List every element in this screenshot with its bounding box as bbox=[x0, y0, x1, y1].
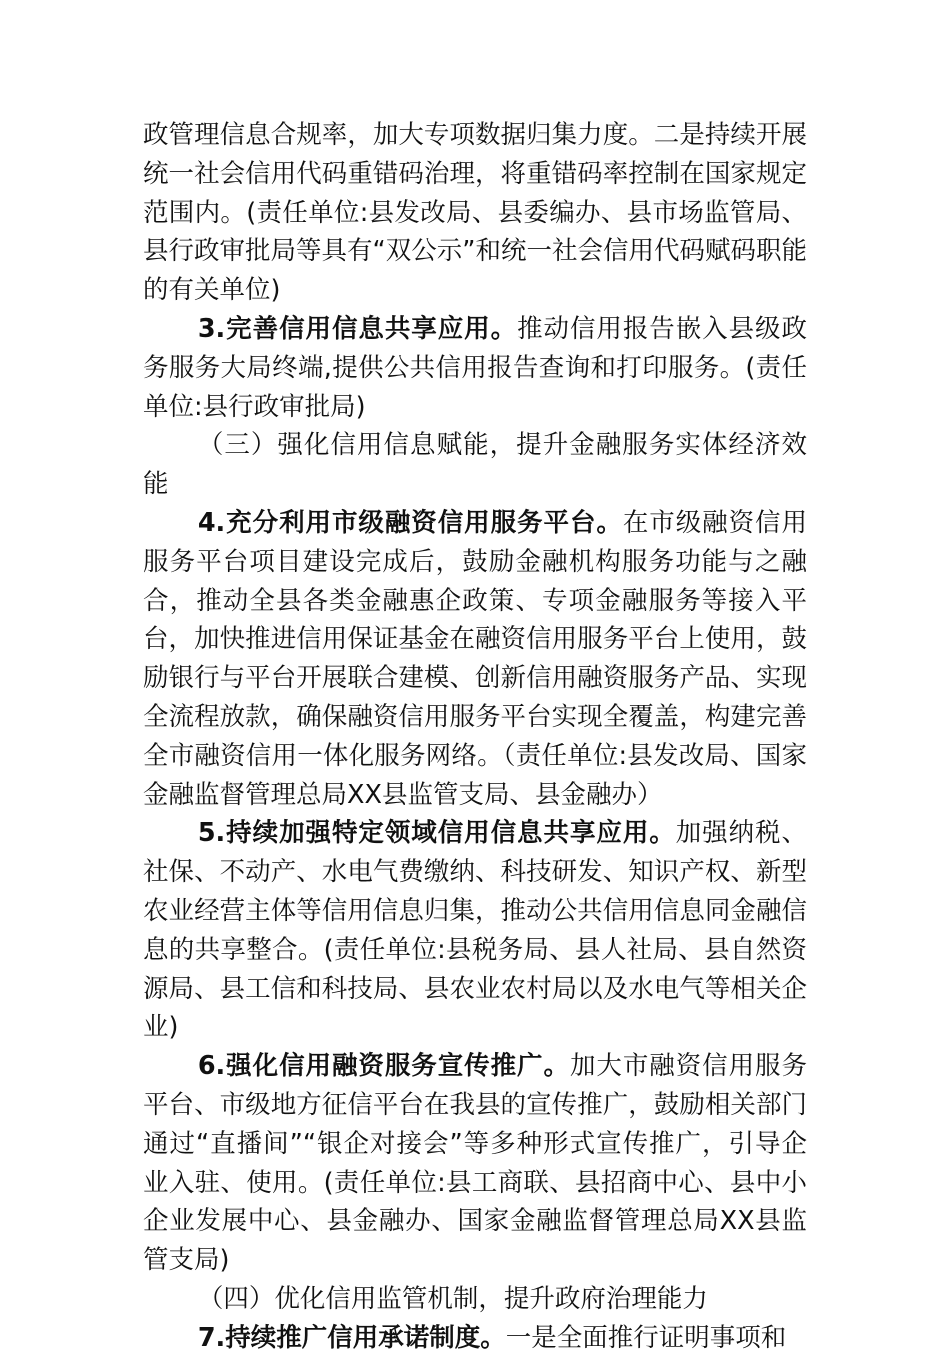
item-5-title: 5.持续加强特定领域信用信息共享应用。 bbox=[197, 818, 676, 849]
item-5-text: 加强纳税、社保、不动产、水电气费缴纳、科技研发、知识产权、新型农业经营主体等信用信息归集，推动公共信用信息同金融信息的共享整合。(责任单位:县税务局、县人社局、县自然资源局、县工信和科技局、县农业农村局以及水电气等相关企业) bbox=[143, 818, 807, 1043]
item-7-text: 一是全面推行证明事项和 bbox=[505, 1322, 787, 1353]
item-3-text: 推动信用报告嵌入县级政务服务大局终端,提供公共信用报告查询和打印服务。(责任单位:县行政审批局) bbox=[143, 313, 807, 422]
section-heading-4-text: （四）优化信用监管机制，提升政府治理能力 bbox=[197, 1283, 708, 1314]
document-body bbox=[143, 116, 807, 1358]
item-3 bbox=[143, 310, 807, 426]
item-6-text: 加大市融资信用服务平台、市级地方征信平台在我县的宣传推广，鼓励相关部门通过“直播间”“银企对接会”等多种形式宣传推广，引导企业入驻、使用。(责任单位:县工商联、县招商中心、县中小企业发展中心、县金融办、国家金融监督管理总局XX县监管支局) bbox=[143, 1051, 807, 1276]
item-4 bbox=[143, 504, 807, 814]
item-7-title: 7.持续推广信用承诺制度。 bbox=[197, 1322, 506, 1353]
item-3-title: 3.完善信用信息共享应用。 bbox=[197, 313, 518, 344]
item-7 bbox=[143, 1319, 807, 1358]
item-6-title: 6.强化信用融资服务宣传推广。 bbox=[197, 1051, 570, 1082]
item-6 bbox=[143, 1047, 807, 1280]
section-heading-3-text: （三）强化信用信息赋能，提升金融服务实体经济效能 bbox=[143, 430, 807, 500]
section-heading-4 bbox=[143, 1280, 807, 1319]
item-5 bbox=[143, 814, 807, 1047]
item-4-text: 在市级融资信用服务平台项目建设完成后，鼓励金融机构服务功能与之融合，推动全县各类金融惠企政策、专项金融服务等接入平台，加快推进信用保证基金在融资信用服务平台上使用，鼓励银行与平台开展联合建模、创新信用融资服务产品、实现全流程放款，确保融资信用服务平台实现全覆盖，构建完善全市融资信用一体化服务网络。（责任单位:县发改局、国家金融监督管理总局XX县监管支局、县金融办） bbox=[143, 507, 807, 810]
paragraph-1 bbox=[143, 116, 807, 310]
item-4-title: 4.充分利用市级融资信用服务平台。 bbox=[197, 507, 623, 538]
section-heading-3 bbox=[143, 426, 807, 504]
paragraph-1-text: 政管理信息合规率，加大专项数据归集力度。二是持续开展统一社会信用代码重错码治理，将重错码率控制在国家规定范围内。(责任单位:县发改局、县委编办、县市场监管局、县行政审批局等具有“双公示”和统一社会信用代码赋码职能的有关单位) bbox=[143, 120, 807, 306]
